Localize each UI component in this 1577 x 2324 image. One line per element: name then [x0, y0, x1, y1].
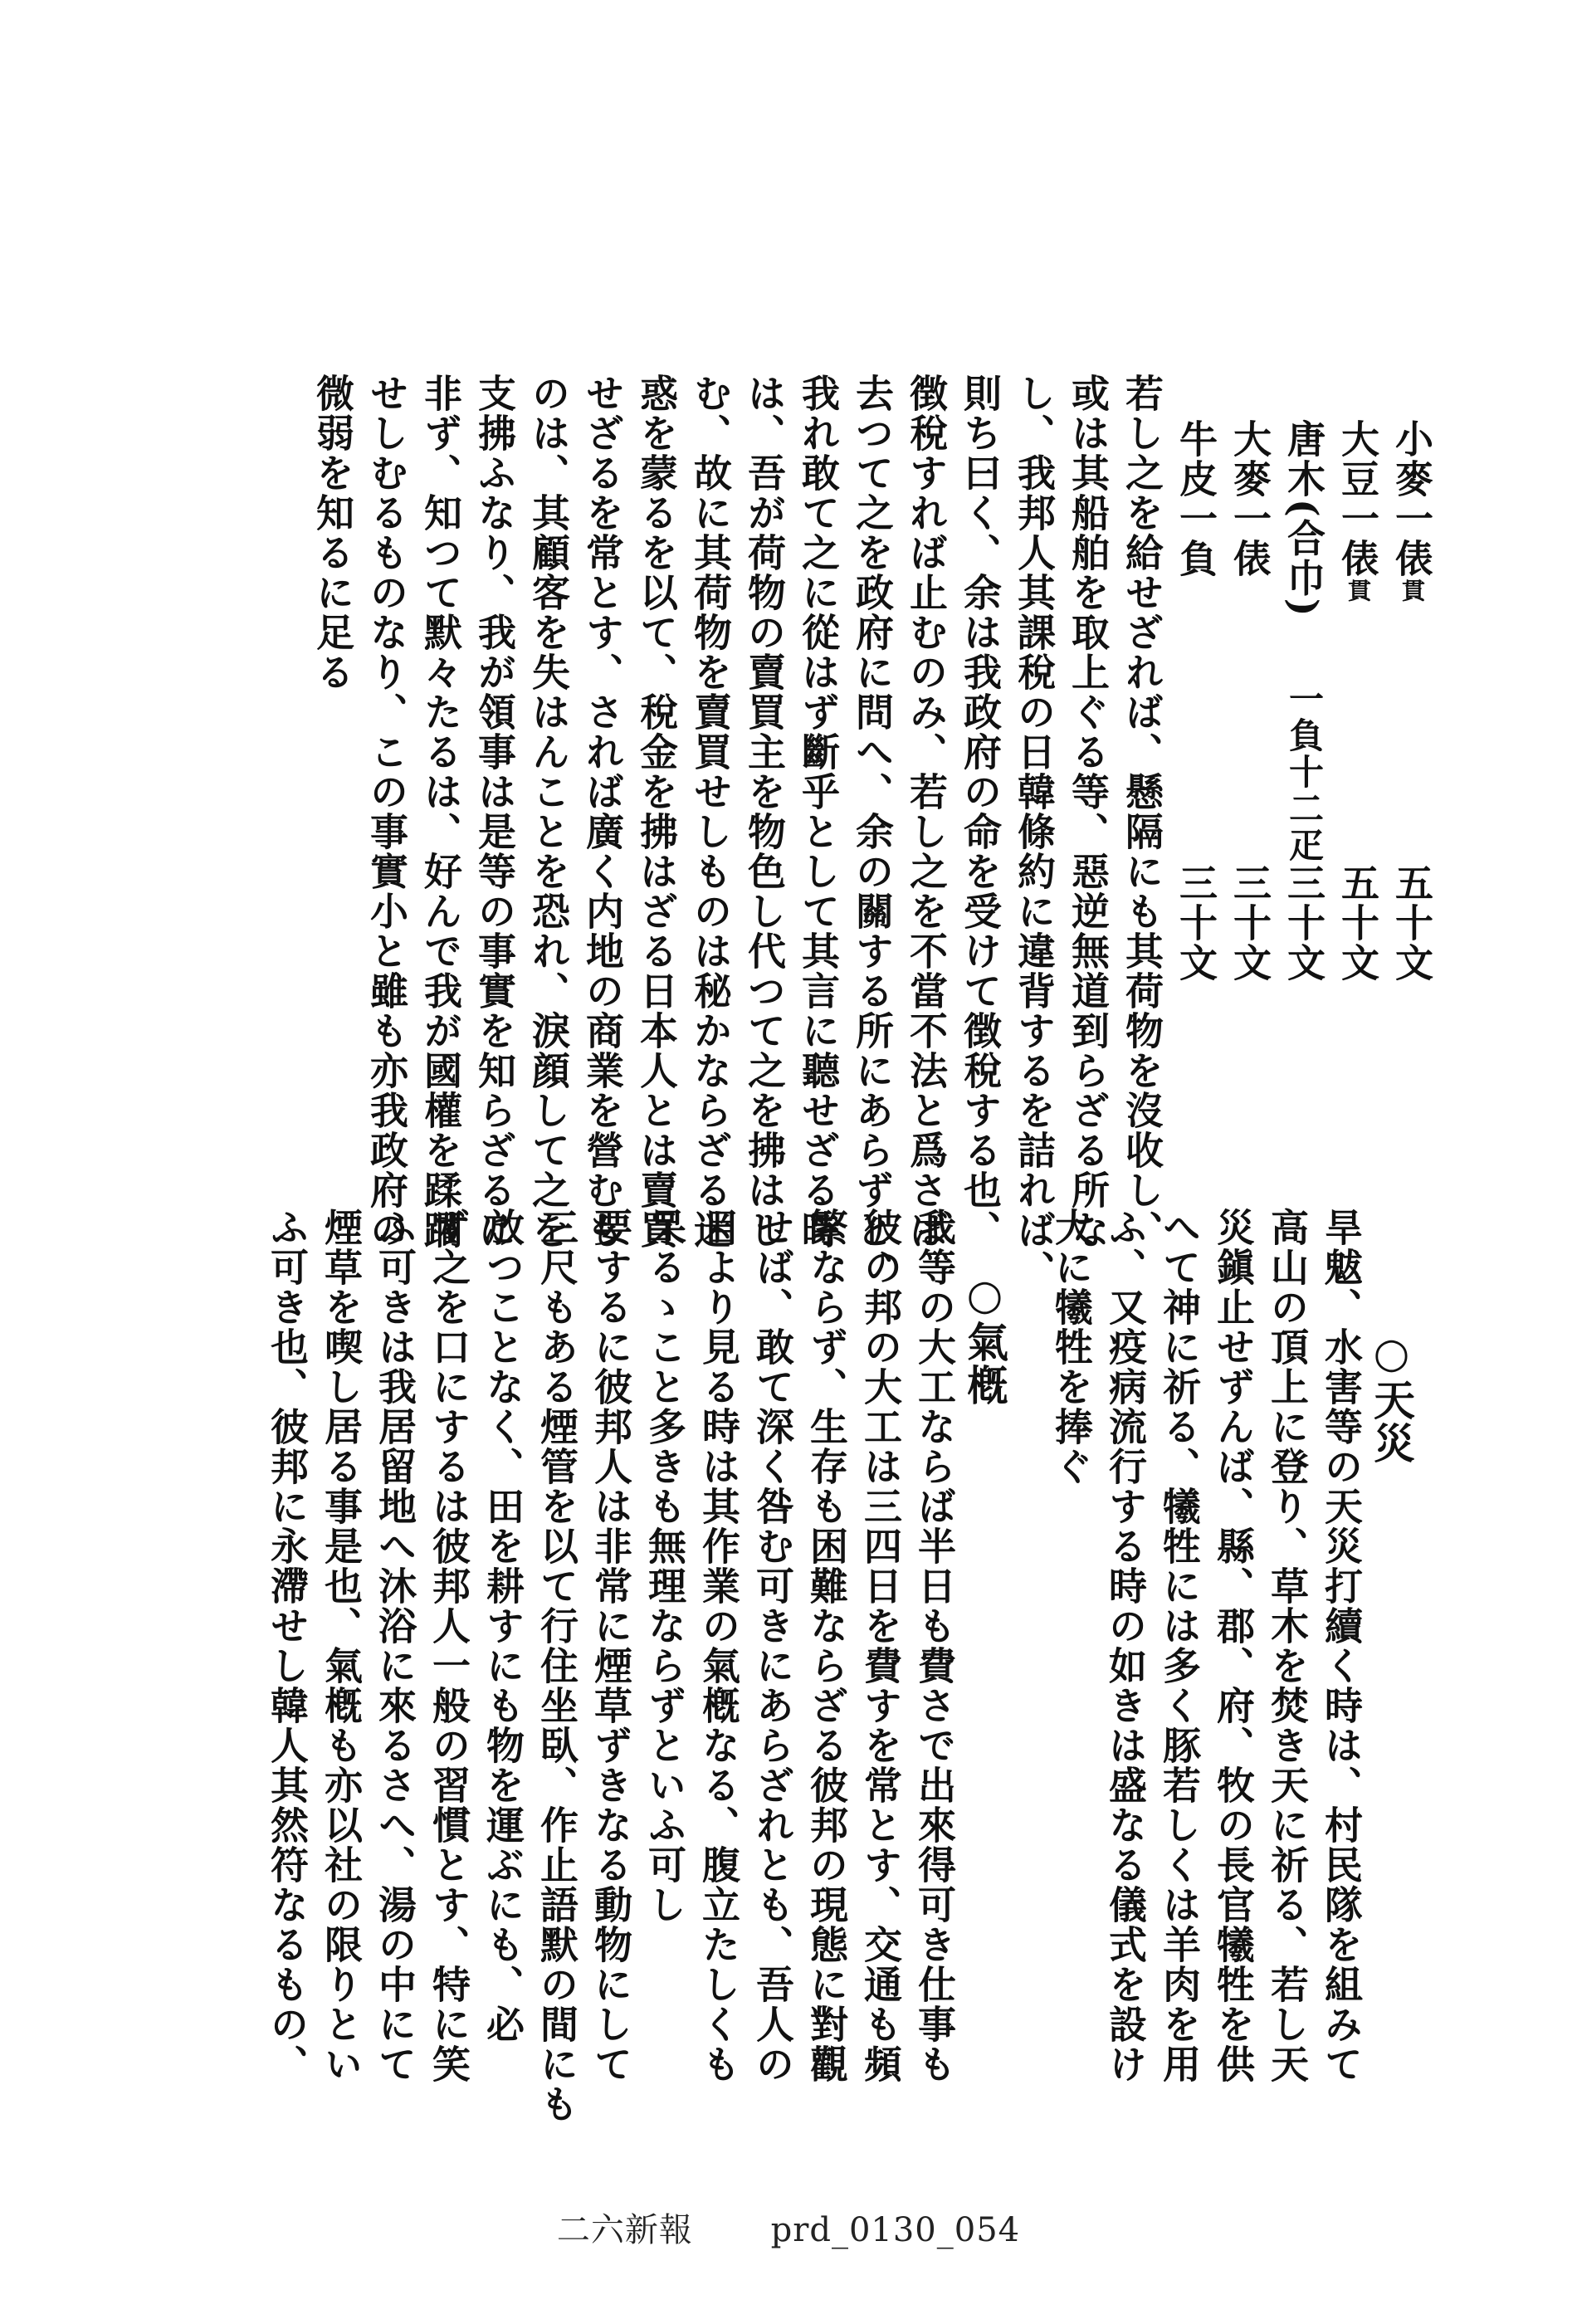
text-column: 繁ならず、生存も困難ならざる彼邦の現態に對觀	[804, 1208, 849, 2084]
document-code: prd_0130_054	[770, 2211, 1021, 2249]
text-column: 高山の頂上に登り、草木を焚き天に祈る、若し天	[1265, 1208, 1310, 2084]
text-column: へて神に祈る、犧牲には多く豚若しくは羊肉を用	[1157, 1208, 1202, 2084]
price-item: 小麥一俵貫	[1389, 419, 1434, 603]
text-column: 放つことなく、田を耕すにも物を運ぶにも、必	[481, 1208, 525, 2044]
text-column: せざるを常とす、されば廣く内地の商業を營むも	[580, 374, 625, 1250]
price-value: 三十文	[1228, 863, 1272, 983]
price-value: 三十文	[1282, 863, 1326, 983]
text-column: 若し之を給せざれば、懸隔にも其荷物を沒收し、	[1120, 374, 1164, 1250]
price-item: 大麥一俵	[1228, 419, 1272, 579]
text-column: 非ず、知つて默々たるは、好んで我が國權を蹂躙	[418, 374, 463, 1250]
price-value: 五十文	[1389, 863, 1434, 983]
text-column: せば、敢て深く咎む可きにあらざれとも、吾人の	[750, 1208, 795, 2084]
price-value: 三十文	[1174, 863, 1218, 983]
article-title: ○天災	[1367, 1328, 1416, 1465]
text-column: 呆るゝこと多きも無理ならずといふ可し	[642, 1208, 687, 1925]
text-column: 煙草を喫し居る事是也、氣槪も亦以社の限りとい	[319, 1208, 364, 2084]
text-column: 惑を蒙るを以て、稅金を拂はざる日本人とは賣買	[634, 374, 679, 1250]
text-column: 支拂ふなり、我が領事は是等の事實を知らざるに	[472, 374, 517, 1250]
price-item: 大豆一俵貫	[1335, 419, 1380, 603]
text-column: せしむるものなり、この事實小と雖も亦我政府の	[364, 374, 409, 1250]
price-value: 五十文	[1335, 863, 1380, 983]
text-column: 去つて之を政府に問へ、余の關する所にあらずと、	[850, 374, 895, 1290]
text-column: ず之を口にするは彼邦人一般の習慣とす、特に笑	[427, 1208, 471, 2084]
text-column: ふ、又疫病流行する時の如きは盛なる儀式を設け	[1103, 1208, 1148, 2084]
publication-name: 二六新報	[556, 2211, 693, 2249]
page-footer	[0, 2204, 1577, 2251]
text-column: 旱魃、水害等の天災打續く時は、村民隊を組みて	[1319, 1208, 1364, 2084]
text-column: 則ち曰く、余は我政府の命を受けて徴稅する也、	[958, 374, 1003, 1250]
price-unit: 一負十二疋	[1284, 681, 1325, 863]
text-column: 三尺もある煙管を以て行住坐臥、作止語默の間にも	[535, 1208, 579, 2124]
text-column: のは、其顧客を失はんことを恐れ、淚顔して之を	[526, 374, 571, 1250]
text-column: 徴稅すれば止むのみ、若し之を不當不法と爲さば	[904, 374, 949, 1250]
article-title: ○氣槪	[960, 1270, 1009, 1407]
text-column: む、故に其荷物を賣買せしものは秘かならざる迷	[688, 374, 733, 1250]
price-item: 唐木(合巾)	[1282, 419, 1326, 618]
price-item: 牛皮一負	[1174, 419, 1218, 579]
text-column: ふ可き也、彼邦に永滯せし韓人其然符なるもの、	[265, 1208, 310, 2084]
text-column: 我等の大工ならば半日も費さで出來得可き仕事も	[912, 1208, 957, 2084]
text-column: は、吾が荷物の賣買主を物色し代つて之を拂はし	[742, 374, 787, 1250]
text-column: 我れ敢て之に從はず斷乎として其言に聽せざる時	[796, 374, 841, 1250]
text-column: ふ可きは我居留地へ沐浴に來るさへ、湯の中にて	[373, 1208, 417, 2084]
text-column: し、我邦人其課稅の日韓條約に違背するを詰れば、	[1012, 374, 1057, 1290]
text-column: 微弱を知るに足る	[310, 374, 355, 692]
text-column: 要するに彼邦人は非常に煙草ずきなる動物にして	[588, 1208, 633, 2084]
text-column: 彼の邦の大工は三四日を費すを常とす、交通も頻	[858, 1208, 903, 2084]
text-column: 災鎭止せずんば、縣、郡、府、牧の長官犧牲を供	[1211, 1208, 1256, 2084]
text-column: 大に犧牲を捧ぐ	[1049, 1208, 1094, 1487]
text-column: 或は其船舶を取上ぐる等、惡逆無道到らざる所な	[1066, 374, 1111, 1250]
text-column: 目より見る時は其作業の氣槪なる、腹立たしくも	[696, 1208, 741, 2084]
